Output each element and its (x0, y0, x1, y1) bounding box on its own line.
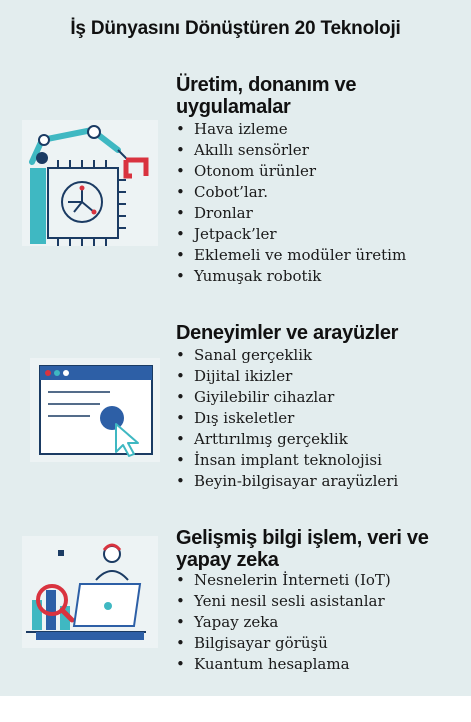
list-item (176, 387, 398, 408)
page-title: İş Dünyasını Dönüştüren 20 Teknoloji (70, 18, 401, 39)
bullet-icon: • (176, 409, 185, 427)
item-list (176, 119, 406, 287)
section-heading (176, 322, 466, 344)
bullet-icon: • (176, 183, 185, 201)
list-item (176, 471, 398, 492)
section-heading-line: Üretim, donanım ve (176, 74, 357, 96)
bullet-icon: • (176, 571, 185, 589)
list-item-label: Dijital ikizler (194, 367, 293, 385)
bullet-icon: • (176, 246, 185, 264)
robot-arm-chip-icon (22, 120, 158, 246)
list-item-label: Dronlar (194, 204, 253, 222)
bullet-icon: • (176, 430, 185, 448)
list-item (176, 224, 406, 245)
bullet-icon: • (176, 472, 185, 490)
list-item (176, 140, 406, 161)
bullet-icon: • (176, 613, 185, 631)
list-item-label: Jetpack’ler (194, 225, 277, 243)
bullet-icon: • (176, 267, 185, 285)
list-item (176, 245, 406, 266)
bullet-icon: • (176, 634, 185, 652)
list-item-label: Dış iskeletler (194, 409, 295, 427)
list-item (176, 408, 398, 429)
list-item-label: Giyilebilir cihazlar (194, 388, 335, 406)
list-item (176, 366, 398, 387)
bullet-icon: • (176, 346, 185, 364)
list-item (176, 612, 391, 633)
list-item (176, 266, 406, 287)
list-item (176, 182, 406, 203)
list-item-label: Akıllı sensörler (194, 141, 309, 159)
bullet-icon: • (176, 388, 185, 406)
bullet-icon: • (176, 120, 185, 138)
list-item (176, 345, 398, 366)
bullet-icon: • (176, 162, 185, 180)
list-item (176, 429, 398, 450)
list-item-label: Yumuşak robotik (194, 267, 322, 285)
section-heading-line: Gelişmiş bilgi işlem, veri ve (176, 527, 429, 549)
list-item-label: Otonom ürünler (194, 162, 317, 180)
browser-window-cursor-icon (30, 358, 160, 462)
list-item-label: Cobot’lar. (194, 183, 268, 201)
list-item-label: İnsan implant teknolojisi (194, 451, 382, 469)
section-heading-line: Deneyimler ve arayüzler (176, 322, 399, 344)
list-item-label: Yapay zeka (194, 613, 279, 631)
item-list (176, 345, 398, 492)
list-item (176, 654, 391, 675)
section-heading (176, 74, 466, 118)
list-item-label: Yeni nesil sesli asistanlar (194, 592, 385, 610)
list-item (176, 570, 391, 591)
list-item-label: Beyin-bilgisayar arayüzleri (194, 472, 399, 490)
section-heading-line: uygulamalar (176, 96, 291, 118)
list-item-label: Hava izleme (194, 120, 288, 138)
list-item-label: Kuantum hesaplama (194, 655, 350, 673)
list-item-label: Arttırılmış gerçeklik (194, 430, 348, 448)
list-item-label: Sanal gerçeklik (194, 346, 313, 364)
list-item (176, 203, 406, 224)
bullet-icon: • (176, 204, 185, 222)
list-item (176, 591, 391, 612)
person-laptop-data-icon (22, 536, 158, 648)
bullet-icon: • (176, 367, 185, 385)
list-item (176, 119, 406, 140)
list-item (176, 450, 398, 471)
list-item-label: Bilgisayar görüşü (194, 634, 328, 652)
bullet-icon: • (176, 451, 185, 469)
bullet-icon: • (176, 225, 185, 243)
bullet-icon: • (176, 141, 185, 159)
item-list (176, 570, 391, 675)
list-item-label: Nesnelerin İnterneti (IoT) (194, 571, 391, 589)
list-item (176, 161, 406, 182)
bullet-icon: • (176, 592, 185, 610)
list-item-label: Eklemeli ve modüler üretim (194, 246, 407, 264)
section-heading-line: yapay zeka (176, 549, 279, 571)
bullet-icon: • (176, 655, 185, 673)
section-heading (176, 527, 466, 571)
list-item (176, 633, 391, 654)
